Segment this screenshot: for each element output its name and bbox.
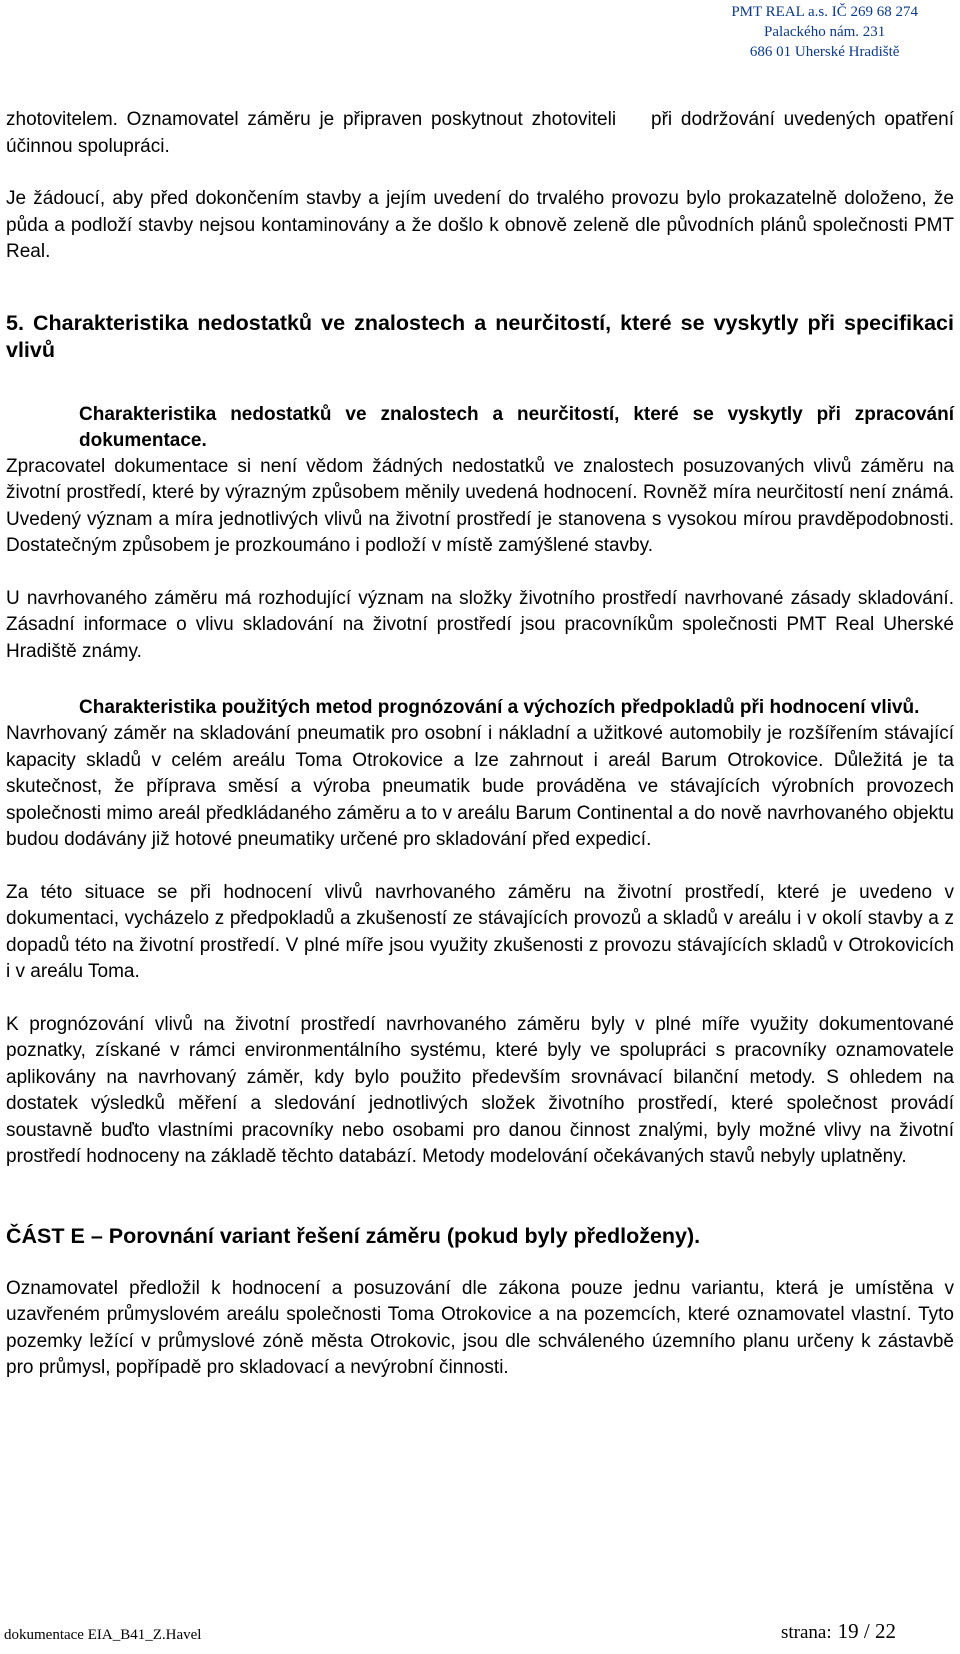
paragraph: zhotovitelem. Oznamovatel záměru je připraven poskytnout zhotoviteli při dodržování uvedených opatření účinnou spolupráci. [6, 109, 960, 157]
document-body [6, 107, 960, 1382]
paragraph: Je žádoucí, aby před dokončením stavby a jejím uvedení do trvalého provozu bylo prokazatelně doloženo, že půda a podloží stavby nejsou kontaminovány a že došlo k obnově zeleně dle původních plánů společnosti PMT Real. [6, 188, 954, 262]
paragraph: U navrhovaného záměru má rozhodující význam na složky životního prostředí navrhované zásady skladování. Zásadní informace o vlivu skladování na životní prostředí jsou pracovníkům společnosti PMT Real Uherské Hradiště známy. [6, 587, 954, 662]
page-number: 19 / 22 [837, 1619, 896, 1643]
header-company: PMT REAL a.s. IČ 269 68 274 [731, 4, 918, 20]
header-city: 686 01 Uherské Hradiště [749, 44, 900, 60]
page-label: strana: [781, 1622, 832, 1643]
company-header [731, 2, 918, 62]
subsection-heading: Charakteristika nedostatků ve znalostech a neurčitostí, které se vyskytly při zpracování dokumentace. [79, 403, 954, 451]
header-street: Palackého nám. 231 [764, 24, 886, 40]
footer-page-number [781, 1619, 896, 1645]
paragraph: Oznamovatel předložil k hodnocení a posuzování dle zákona pouze jednu variantu, která je umístěna v uzavřeném průmyslovém areálu společnosti Toma Otrokovice a na pozemcích, které oznamovatel vlastní. Tyto pozemky ležící v průmyslové zóně města Otrokovic, jsou dle schváleného územního planu určeny k zástavbě pro průmysl, popřípadě pro skladovací a nevýrobní činnosti. [6, 1277, 954, 1378]
paragraph: Navrhovaný záměr na skladování pneumatik pro osobní i nákladní a užitkové automobily je rozšířením stávající kapacity skladů v celém areálu Toma Otrokovice a lze zahrnout i areál Barum Otrokovice. Důležitá je ta skutečnost, že příprava směsí a výroba pneumatik bude prováděna ve stávajících výrobních provozech společnosti mimo areál předkládaného záměru a to v areálu Barum Continental a do nově navrhovaného objektu budou dodávány již hotové pneumatiky určené pro skladování před expedicí. [6, 723, 954, 850]
footer-document-name: dokumentace EIA_B41_Z.Havel [4, 1627, 202, 1643]
paragraph: Za této situace se při hodnocení vlivů navrhovaného záměru na životní prostředí, které je uvedeno v dokumentaci, vycházelo z předpokladů a zkušeností ze stávajících provozů a skladů v areálu i v okolí stavby a z dopadů této na životní prostředí. V plné míře jsou využity zkušenosti z provozu stávajících skladů v Otrokovicích i v areálu Toma. [6, 881, 954, 982]
part-heading: ČÁST E – Porovnání variant řešení záměru (pokud byly předloženy). [6, 1223, 701, 1248]
paragraph: Zpracovatel dokumentace si není vědom žádných nedostatků ve znalostech posuzovaných vlivů záměru na životní prostředí, které by výrazným způsobem měnily uvedená hodnocení. Rovněž míra neurčitostí není známá. Uvedený význam a míra jednotlivých vlivů na životní prostředí je stanovena s vysokou mírou pravděpodobnosti. Dostatečným způsobem je prozkoumáno i podloží v místě zamýšlené stavby. [6, 455, 954, 556]
subsection-heading: Charakteristika použitých metod prognózování a výchozích předpokladů při hodnocení vlivů. [79, 697, 920, 718]
section-heading: 5. Charakteristika nedostatků ve znalostech a neurčitostí, které se vyskytly při specifikaci vlivů [6, 310, 954, 362]
paragraph: K prognózování vlivů na životní prostředí navrhovaného záměru byly v plné míře využity dokumentované poznatky, získané v rámci environmentálního systému, které byly ve spolupráci s pracovníky oznamovatele aplikovány na navrhovaný záměr, kdy bylo použito především srovnávací bilanční metody. S ohledem na dostatek výsledků měření a sledování jednotlivých složek životního prostředí, které společnost provádí soustavně buďto vlastními pracovníky nebo osobami pro danou činnost znalými, byly možné vlivy na životní prostředí hodnoceny na základě těchto databází. Metody modelování očekávaných stavů nebyly uplatněny. [6, 1013, 954, 1167]
